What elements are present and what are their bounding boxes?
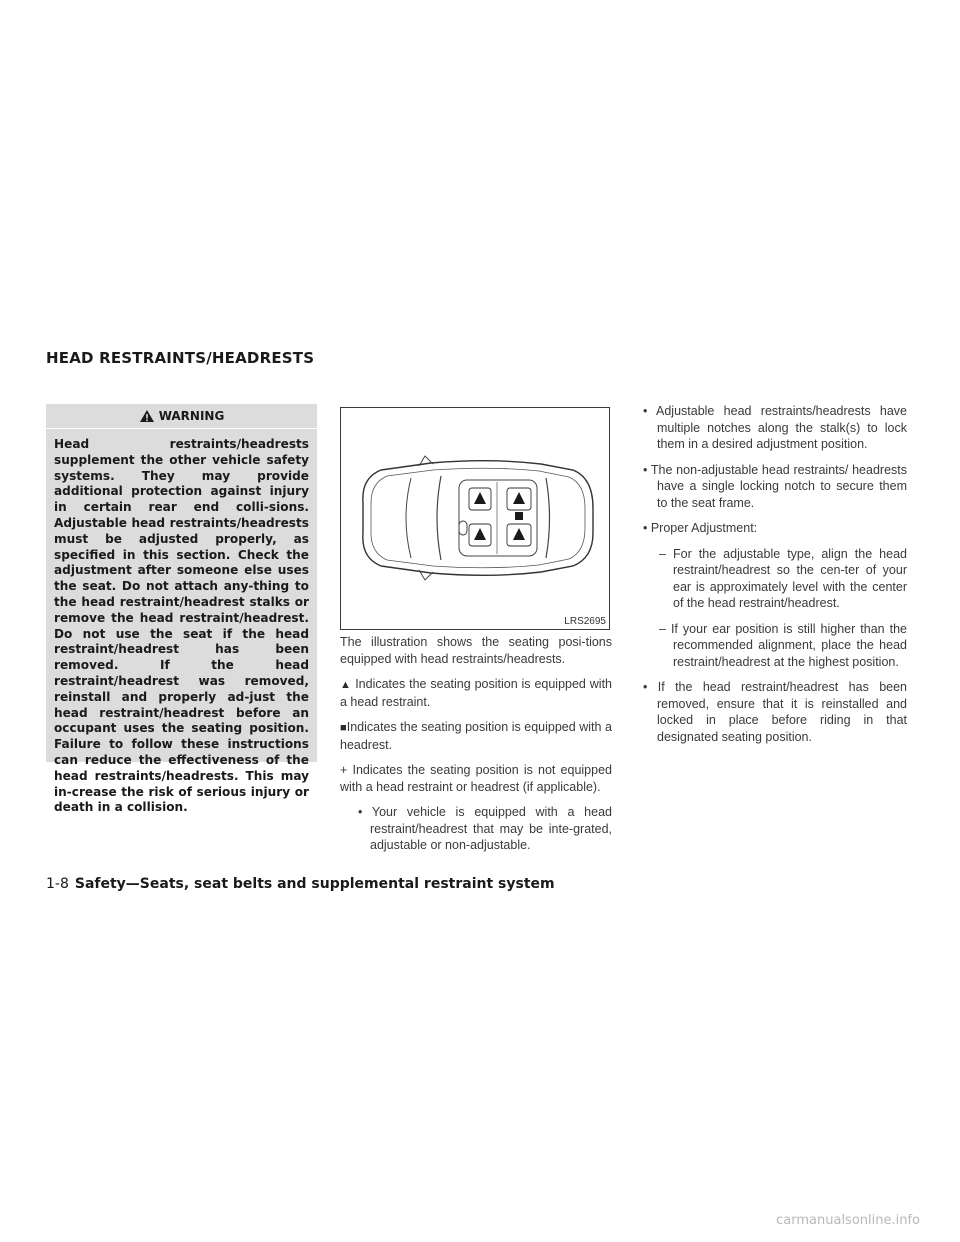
warning-triangle-icon <box>139 409 155 423</box>
list-item: • Adjustable head restraints/headrests have multiple notches along the stalk(s) to lock them in a desired adjustment position. <box>643 404 907 451</box>
chapter-title: Safety—Seats, seat belts and supplemental restraint system <box>74 876 555 892</box>
legend-triangle-text: Indicates the seating position is equipped with a head restraint. <box>340 677 612 709</box>
warning-box <box>46 404 317 815</box>
warning-header <box>46 404 317 429</box>
section-title: HEAD RESTRAINTS/HEADRESTS <box>46 349 315 367</box>
seating-illustration <box>340 407 610 630</box>
page-footer <box>46 876 555 892</box>
figure-code: LRS2695 <box>564 616 606 627</box>
legend-square <box>340 719 612 753</box>
warning-text: Head restraints/headrests supplement the other vehicle safety systems. They may provide additional protection against injury in certain rear end colli-sions. Adjustable head restraints/headrests must be adjusted properly, as specified in this section. Check the adjustment after someone else uses the seat. Do not attach any-thing to the head restraint/headrest stalks or remove the head restraint/headrest. Do not use the seat if the head restraint/headrest has been removed. If the head restraint/headrest was removed, reinstall and properly ad-just the head restraint/headrest before an occupant uses the seating position. Failure to follow these instructions can reduce the effectiveness of the head restraints/headrests. This may in-crease the risk of serious injury or death in a collision. <box>54 437 309 815</box>
list-item: • Your vehicle is equipped with a head restraint/headrest that may be inte-grated, adjustable or non-adjustable. <box>358 805 612 852</box>
plus-symbol-icon: + <box>340 763 348 777</box>
car-top-view-diagram <box>341 408 609 629</box>
illustration-intro: The illustration shows the seating posi-tions equipped with head restraints/headrests. <box>340 635 612 666</box>
legend-triangle <box>340 676 612 710</box>
middle-column <box>340 634 612 863</box>
page-number: 1-8 <box>46 876 69 892</box>
list-item: • Proper Adjustment: <box>643 521 758 535</box>
legend-square-text: Indicates the seating position is equipped with a headrest. <box>340 720 612 752</box>
legend-plus <box>340 762 612 795</box>
warning-label: WARNING <box>158 409 225 423</box>
legend-plus-text: Indicates the seating position is not equipped with a head restraint or headrest (if applicable). <box>340 763 612 794</box>
list-item: – For the adjustable type, align the head restraint/headrest so the cen-ter of your ear is approximately level with the center of the head restraint/headrest. <box>659 546 907 610</box>
list-item: • If the head restraint/headrest has been removed, ensure that it is reinstalled and locked in place before riding in that designated seating position. <box>643 680 907 744</box>
square-symbol-icon: ■ <box>340 722 347 734</box>
list-item: • The non-adjustable head restraints/ headrests have a single locking notch to secure them to the seat frame. <box>643 462 907 510</box>
list-item: – If your ear position is still higher than the recommended alignment, place the head restraint/headrest at the highest position. <box>659 621 907 669</box>
watermark: carmanualsonline.info <box>776 1213 920 1228</box>
right-column <box>635 403 907 754</box>
triangle-symbol-icon: ▲ <box>340 679 352 691</box>
